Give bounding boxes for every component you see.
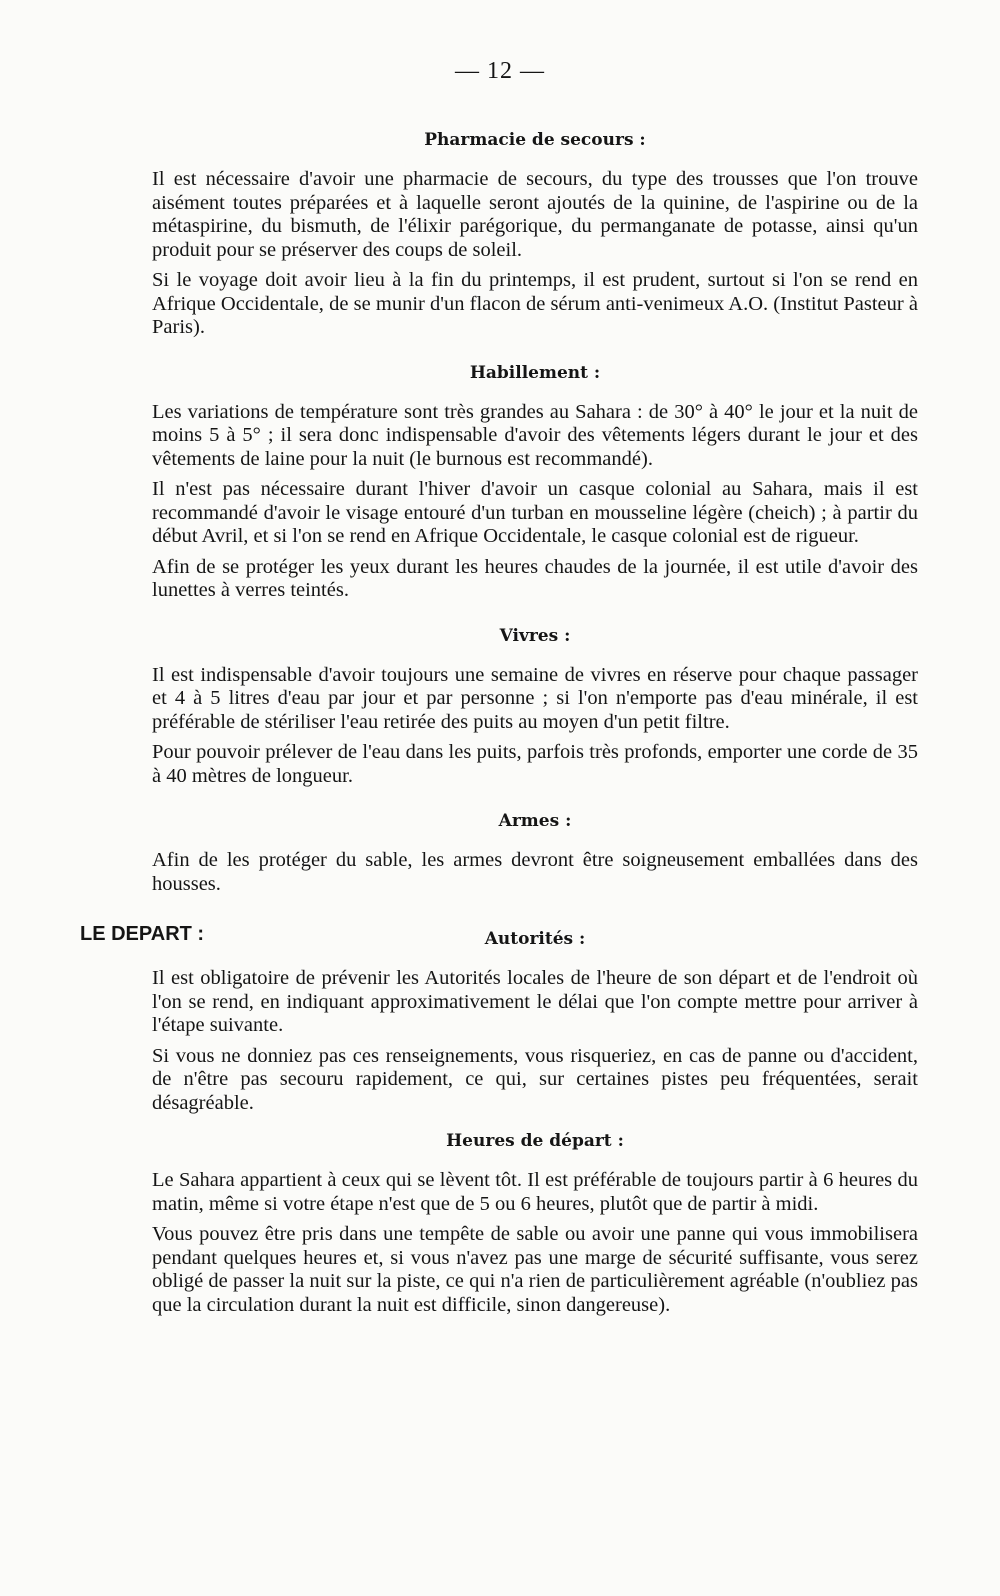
- page-body: [80, 128, 918, 1324]
- section-heading: Armes :: [498, 811, 572, 831]
- paragraph: Les variations de température sont très grandes au Sahara : de 30° à 40° le jour et la nuit de moins 5 à 5° ; il sera donc indispensable d'avoir des vêtements légers durant le jour et des vêtements de laine pour la nuit (le burnous est recommandé).: [152, 400, 918, 470]
- section-heading: Vivres :: [499, 625, 571, 646]
- section-pharmacie: [152, 128, 918, 340]
- paragraph: Afin de les protéger du sable, les armes devront être soigneusement emballées dans des housses.: [152, 849, 918, 895]
- section-heading: Pharmacie de secours :: [424, 130, 646, 150]
- section-armes: [152, 809, 918, 896]
- section-heading: Habillement :: [469, 362, 601, 383]
- paragraph: Le Sahara appartient à ceux qui se lèvent tôt. Il est préférable de toujours partir à 6 heures du matin, même si votre étape n'est que de 5 ou 6 heures, plutôt que de partir à midi.: [152, 1169, 918, 1215]
- paragraph: Afin de se protéger les yeux durant les heures chaudes de la journée, il est utile d'avoir des lunettes à verres teintés.: [152, 555, 918, 601]
- paragraph: Vous pouvez être pris dans une tempête de sable ou avoir une panne qui vous immobilisera pendant quelques heures et, si vous n'avez pas une marge de sécurité suffisante, vous serez obligé de passer la nuit sur la piste, ce qui n'a rien de particulièrement agréable (n'oubliez pas que la circulation durant la nuit est difficile, sinon dangereuse).: [152, 1223, 918, 1316]
- paragraph: Si vous ne donniez pas ces renseignements, vous risqueriez, en cas de panne ou d'accident, de n'être pas secouru rapidement, ce qui, sur certaines pistes peu fréquentées, serait désagréable.: [152, 1044, 918, 1114]
- section-depart: [80, 923, 918, 1317]
- paragraph: Il est obligatoire de prévenir les Autorités locales de l'heure de son départ et de l'endroit où l'on se rend, en indiquant approximativement le délai que l'on compte mettre pour arriver à l'étape suivante.: [152, 967, 918, 1036]
- paragraph: Il est indispensable d'avoir toujours une semaine de vivres en réserve pour chaque passager et 4 à 5 litres d'eau par jour et par personne ; si l'on n'emporte pas d'eau minérale, il est préférable de stériliser l'eau retirée des puits au moyen d'un petit filtre.: [152, 663, 918, 733]
- chapter-label: LE DEPART :: [80, 923, 205, 945]
- paragraph: Il est nécessaire d'avoir une pharmacie de secours, du type des trousses que l'on trouve aisément toutes préparées et à laquelle seront ajoutés de la quinine, de l'aspirine ou de la métaspirine, du bismuth, de l'élixir parégorique, du permanganate de potasse, ainsi qu'un produit pour se préserver des coups de soleil.: [152, 168, 918, 261]
- page-number: — 12 —: [455, 58, 545, 84]
- paragraph: Il n'est pas nécessaire durant l'hiver d'avoir un casque colonial au Sahara, mais il est recommandé d'avoir le visage entouré d'un turban en mousseline légère (cheich) ; à partir du début Avril, et si l'on se rend en Afrique Occidentale, le casque colonial est de rigueur.: [152, 478, 918, 547]
- paragraph: Si le voyage doit avoir lieu à la fin du printemps, il est prudent, surtout si l'on se rend en Afrique Occidentale, de se munir d'un flacon de sérum anti-venimeux A.O. (Institut Pasteur à Paris).: [152, 269, 918, 338]
- section-heading: Autorités :: [484, 929, 586, 949]
- paragraph: Pour pouvoir prélever de l'eau dans les puits, parfois très profonds, emporter une corde de 35 à 40 mètres de longueur.: [152, 741, 918, 787]
- section-vivres: [152, 624, 918, 789]
- section-habillement: [152, 361, 918, 603]
- section-heading: Heures de départ :: [446, 1131, 624, 1151]
